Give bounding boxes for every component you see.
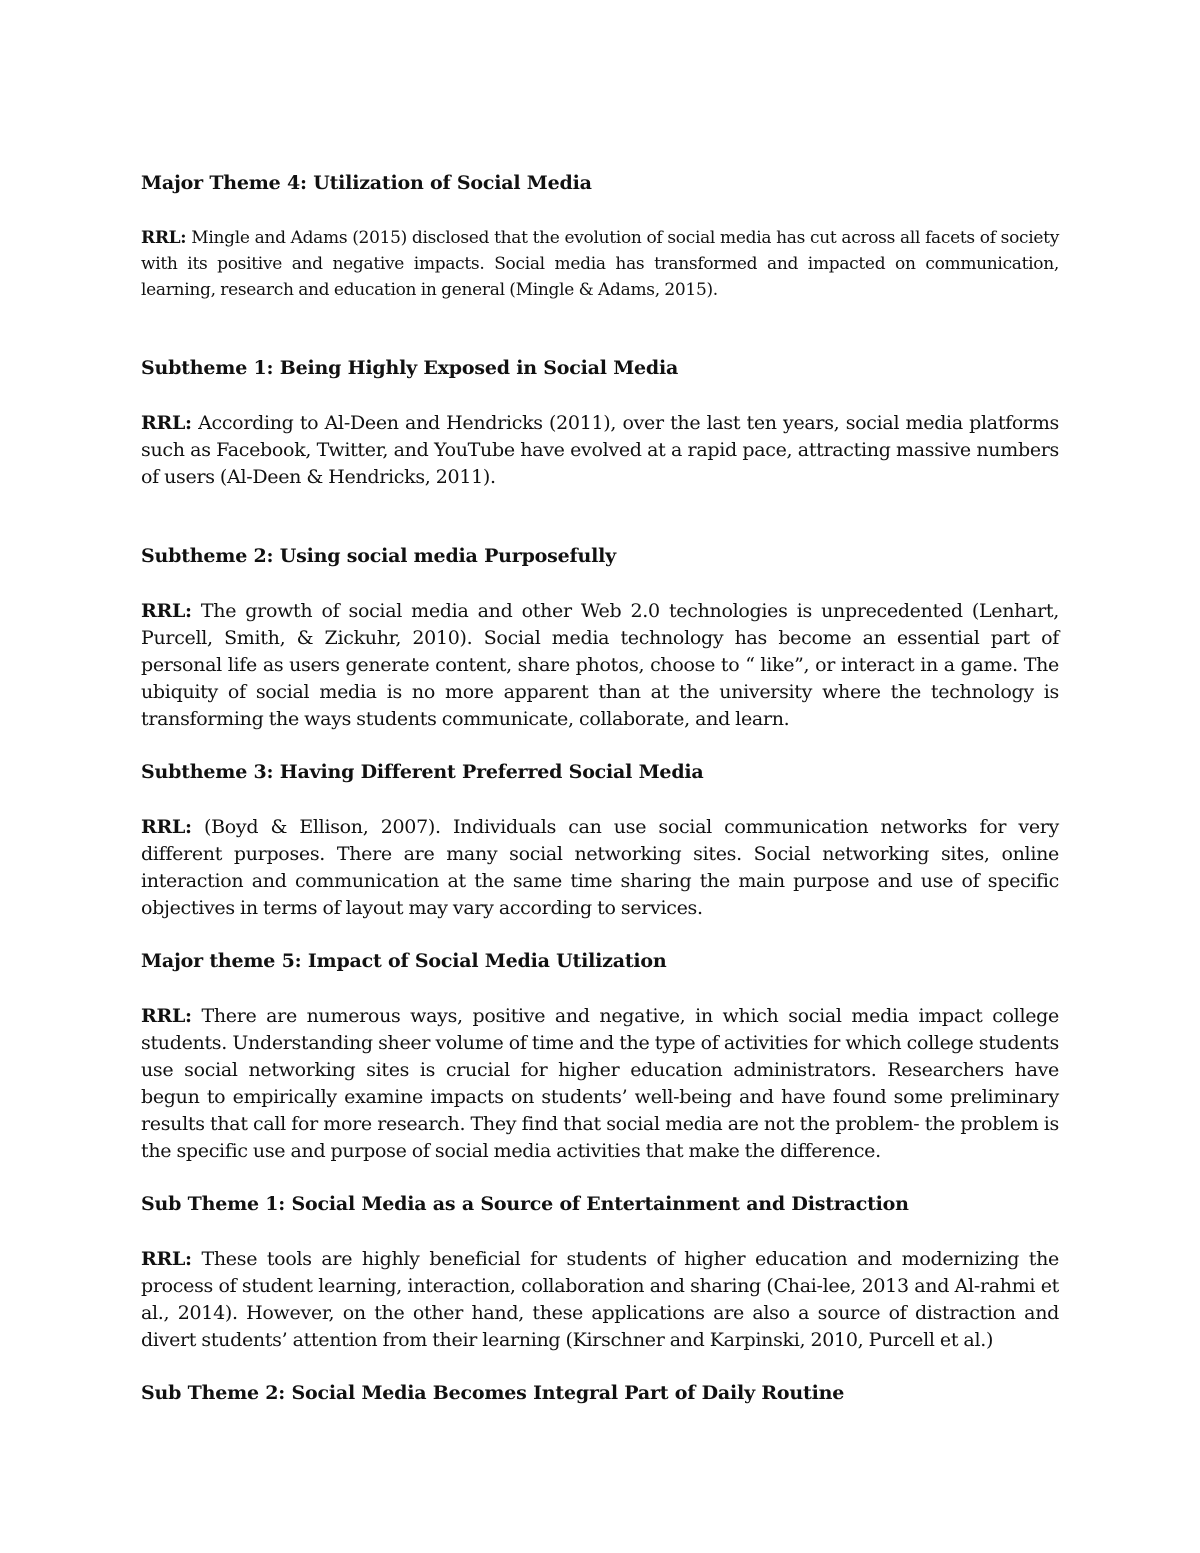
rrl-label: RRL: — [141, 1248, 192, 1270]
document-page — [141, 170, 1059, 1407]
section-heading: Major Theme 4: Utilization of Social Media — [141, 172, 592, 194]
section-heading: Subtheme 2: Using social media Purposefully — [141, 545, 616, 567]
rrl-paragraph — [141, 598, 1059, 733]
section-heading: Subtheme 3: Having Different Preferred Social Media — [141, 761, 704, 783]
rrl-label: RRL: — [141, 1005, 192, 1027]
rrl-text: According to Al-Deen and Hendricks (2011), over the last ten years, social media platforms such as Facebook, Twitter, and YouTube have evolved at a rapid pace, attracting massive numbers of users (Al-Deen & Hendricks, 2011). — [141, 412, 1059, 488]
rrl-paragraph — [141, 814, 1059, 922]
rrl-text: The growth of social media and other Web 2.0 technologies is unprecedented (Lenhart, Purcell, Smith, & Zickuhr, 2010). Social media technology has become an essential part of personal life as users generate content, share photos, choose to “ like”, or interact in a game. The ubiquity of social media is no more apparent than at the university where the technology is transforming the ways students communicate, collaborate, and learn. — [141, 600, 1059, 730]
rrl-text: Mingle and Adams (2015) disclosed that the evolution of social media has cut across all facets of society with its positive and negative impacts. Social media has transformed and impacted on communication, learning, research and education in general (Mingle & Adams, 2015). — [141, 228, 1059, 300]
section-heading: Subtheme 1: Being Highly Exposed in Social Media — [141, 357, 679, 379]
rrl-paragraph — [141, 1246, 1059, 1354]
section-heading: Sub Theme 2: Social Media Becomes Integral Part of Daily Routine — [141, 1382, 845, 1404]
rrl-text: (Boyd & Ellison, 2007). Individuals can use social communication networks for very different purposes. There are many social networking sites. Social networking sites, online interaction and communication at the same time sharing the main purpose and use of specific objectives in terms of layout may vary according to services. — [141, 816, 1059, 919]
rrl-text: There are numerous ways, positive and negative, in which social media impact college students. Understanding sheer volume of time and the type of activities for which college students use social networking sites is crucial for higher education administrators. Researchers have begun to empirically examine impacts on students’ well-being and have found some preliminary results that call for more research. They find that social media are not the problem- the problem is the specific use and purpose of social media activities that make the difference. — [141, 1005, 1059, 1162]
rrl-paragraph — [141, 225, 1059, 303]
section-heading: Sub Theme 1: Social Media as a Source of Entertainment and Distraction — [141, 1193, 909, 1215]
section-heading: Major theme 5: Impact of Social Media Utilization — [141, 950, 667, 972]
rrl-label: RRL: — [141, 412, 192, 434]
rrl-label: RRL: — [141, 600, 192, 622]
rrl-paragraph — [141, 410, 1059, 491]
rrl-text: These tools are highly beneficial for students of higher education and modernizing the process of student learning, interaction, collaboration and sharing (Chai-lee, 2013 and Al-rahmi et al., 2014). However, on the other hand, these applications are also a source of distraction and divert students’ attention from their learning (Kirschner and Karpinski, 2010, Purcell et al.) — [141, 1248, 1059, 1351]
rrl-paragraph — [141, 1003, 1059, 1165]
rrl-label: RRL: — [141, 816, 192, 838]
rrl-label: RRL: — [141, 228, 187, 248]
